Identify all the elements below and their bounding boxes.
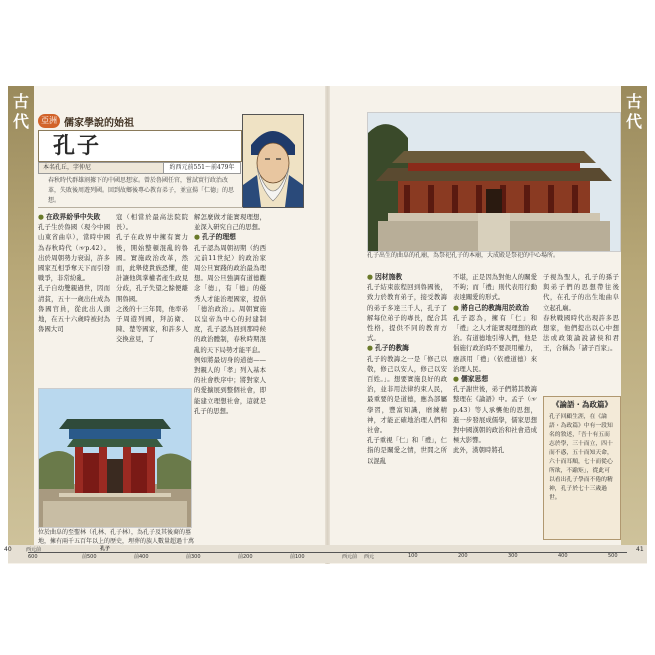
right-page — [329, 86, 647, 564]
timeline-tick: 前100 — [290, 554, 305, 560]
timeline-tick: 西元 — [364, 554, 375, 560]
era-label-left: 古代 — [12, 92, 29, 131]
name-box — [38, 130, 242, 162]
timeline-tick: 500 — [608, 553, 618, 559]
bullet-icon: ● — [367, 344, 373, 353]
bullet-icon: ● — [38, 213, 44, 221]
era-label-right: 古代 — [625, 92, 642, 131]
timeline-tick: 300 — [508, 553, 518, 559]
subheading: ● 將自己的教誨用於政治 — [453, 303, 529, 312]
paragraph: 孔子在政界中擁有實力後，開始整頓混亂的魯國。實施政治改革，然而，此舉使貴族恐懼，使計讓他與掌權者產生政見分歧，孔子失望之餘便離開魯國。 — [116, 233, 188, 303]
bullet-icon: ● — [453, 375, 459, 384]
paragraph: 春秋戰國時代出現許多思想家，他們提出以心中想法或政策論說諸侯和君王，合稱為「諸子百家」。 — [543, 313, 619, 353]
region-badge: 亞洲 — [38, 114, 60, 128]
timeline-marker-confucius: 孔子 — [100, 546, 111, 552]
bullet-icon: ● — [453, 303, 459, 312]
page-number-left: 40 — [4, 546, 12, 553]
photo-caption-right: 孔子出生的曲阜的孔廟，為祭祀孔子的本廟，大成殿是祭祀的中心場所。 — [367, 252, 560, 259]
timeline-start-year: 600 — [28, 554, 38, 560]
paragraph: 子視為聖人，孔子的孫子與弟子們的思想帶往後代，在孔子的出生地曲阜立起孔廟。 — [543, 273, 619, 312]
paragraph: 解怎麼做才能實現理想，並深入研究自己的思想。 — [194, 213, 266, 232]
timeline-tick: 100 — [408, 553, 418, 559]
sidebar-box — [543, 396, 621, 540]
era-band-right — [621, 86, 647, 556]
text-column-5 — [453, 272, 537, 456]
paragraph: 孔子生於魯國（現今中國山東省曲阜），當時中國為春秋時代（☞p.42）。出於周朝勢力衰弱，許多國家互相爭奪天下而引發戰爭，非常紛亂。 — [38, 223, 110, 283]
paragraph: 孔子謝世後，弟子們將其教誨整理在《論語》中。孟子（☞p.43）等人承襲他的思想，進一步發展成儒學，儒家思想對中國漢朝的政治和社會造成極大影響。 — [453, 385, 537, 445]
paragraph: 孔子重視「仁」和「禮」，仁指的是關愛之情，世間之所以混亂 — [367, 436, 447, 465]
timeline-axis — [28, 552, 627, 553]
timeline-start-label: 西元前 — [26, 547, 42, 553]
subheading: ● 儒家思想 — [453, 375, 489, 384]
paragraph: 寇（相當於最高法院院長）。 — [116, 213, 188, 232]
era-band-left — [8, 86, 34, 556]
left-page — [8, 86, 326, 564]
subheading: ● 孔子的教誨 — [367, 344, 409, 353]
paragraph: 孔子的教誨之一是「修己以敬，修己以安人，修己以安百姓。」。想要實施良好的政治，並非用法律約束人民，最重要的是道德，應為部屬學習，豐富知識，磨練精神，才能正確地治理人們和社會。 — [367, 354, 447, 435]
paragraph: 之後的十三年間，他率弟子周遊列國，拜訪衛、陳、楚等國家，和許多人交換意見，了 — [116, 304, 188, 344]
book-spread — [8, 86, 647, 564]
paragraph: 孔子認為周朝初期（約西元前11世紀）的政治家周公旦實踐的政治最為理想。周公旦強調有道德觀念「德」，有「德」的優秀人才能治理國家，提倡「德治政治」。周朝實施以皇帝為中心的封建制度，孔子認為回到那時候的政治體制，春秋時期混亂的天下局勢才能平息。 — [194, 243, 266, 354]
paragraph: 例如將最切身的道德——對親人的「孝」列入基本的社會秩序中；將對家人的愛擴展到整個社會，即能建立理想社會，這就是孔子的思想。 — [194, 355, 266, 415]
timeline-tick: 前300 — [186, 554, 201, 560]
timeline-tick: 前400 — [134, 554, 149, 560]
paragraph: 不堪，正是因為對他人的關愛不夠；而「禮」則代表用行動表達關愛的形式。 — [453, 273, 537, 302]
text-column-1 — [38, 212, 110, 334]
text-column-6 — [543, 272, 619, 354]
timeline-tick: 200 — [458, 553, 468, 559]
timeline-tick: 西元前 — [342, 554, 358, 560]
subheading: ● 在政界紛爭中失敗 — [38, 213, 101, 221]
paragraph: 孔子結束旅程回到魯國後，致力於教育弟子，接受教誨的弟子多達三千人，孔子了解每位弟子的專長，配合其性格，提供不同的教育方式。 — [367, 283, 447, 343]
text-column-3 — [194, 212, 266, 416]
temple-illustration — [368, 113, 620, 251]
text-column-2 — [116, 212, 188, 345]
subheading: ● 孔子的理想 — [194, 233, 236, 242]
paragraph: 此外，漢朝時將孔 — [453, 446, 505, 455]
section-title: 儒家學說的始祖 — [64, 118, 134, 129]
timeline-tick: 前500 — [82, 554, 97, 560]
subheading: ● 因材施教 — [367, 273, 403, 281]
divider — [38, 207, 243, 208]
sidebar-title: 《論語・為政篇》 — [552, 400, 612, 409]
person-alias: 本名孔丘，字仲尼 — [38, 162, 164, 174]
timeline-tick: 400 — [558, 553, 568, 559]
cemetery-gate-illustration — [39, 389, 191, 527]
bullet-icon: ● — [367, 273, 373, 281]
text-column-4 — [367, 272, 447, 466]
bullet-icon: ● — [194, 233, 200, 242]
timeline-tick: 前200 — [238, 554, 253, 560]
intro-text: 春秋時代群雄割據下的中國思想家。曾於魯國任官，嘗試實行政治改革，失敗後周遊列國。回到故鄉後專心教育弟子，並宣揚「仁德」的思想。 — [48, 177, 235, 204]
person-dates: 約西元前551～前479年 — [163, 162, 241, 174]
page-title: 孔子 — [53, 133, 102, 159]
photo-confucius-cemetery — [38, 388, 192, 528]
photo-confucius-temple — [367, 112, 621, 252]
photo-caption-left: 位於曲阜的至聖林（孔林、孔子林），為孔子及其後裔的墓地，擁有兩千五百年以上的歷史，埋葬的族人數量超過十萬 — [38, 529, 195, 545]
portrait-illustration — [243, 115, 303, 207]
sidebar-text: 孔子回顧生涯，在《論語・為政篇》中有一段知名的敘述，「吾十有五而志於學，三十而立，四十而不惑，五十而知天命，六十而耳順，七十而從心所欲，不踰矩」，從此可以看出孔子學而不倦的精神，孔子於七十三歲過世。 — [549, 414, 613, 501]
page-number-right: 41 — [636, 546, 644, 553]
timeline-bar — [8, 545, 647, 563]
paragraph: 孔子認為，擁有「仁」和「禮」之人才能實現理想的政治。有道德地引導人們，他是倡施行政治時不要誤用權力，應該用「禮」（依禮道德）來治理人民。 — [453, 313, 537, 373]
paragraph: 孔子自幼雙親過世，因而清貧，五十一歲出仕成為魯國官員，從此出人頭地，在五十六歲時被封為魯國大司 — [38, 284, 110, 334]
confucius-portrait — [242, 114, 304, 208]
